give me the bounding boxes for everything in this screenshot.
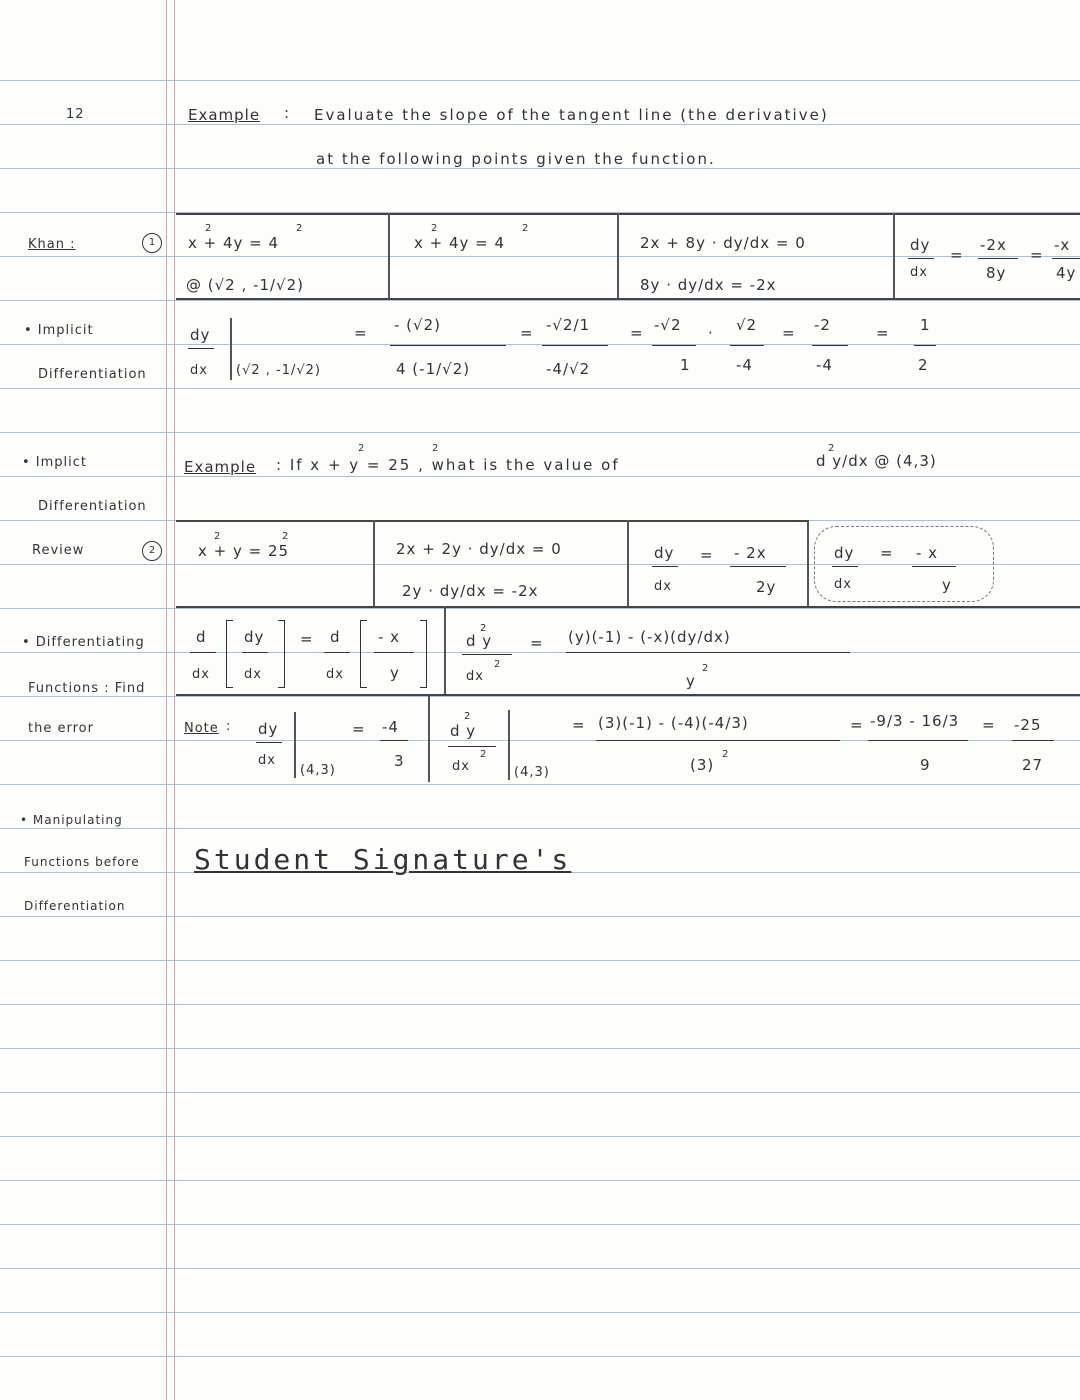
fraction-bar — [1012, 740, 1054, 741]
fraction-bar — [812, 345, 848, 346]
dy-label: dy — [834, 544, 855, 562]
ruled-line — [0, 1004, 1080, 1005]
second-derivative-numerator: d y — [466, 632, 493, 650]
ruled-line — [0, 300, 1080, 301]
equals-sign: = — [352, 720, 366, 738]
equals-sign: = — [300, 630, 314, 648]
fraction-bar — [390, 345, 506, 346]
equation-1: x + 4y = 4 — [188, 234, 280, 252]
superscript: 2 — [358, 443, 366, 454]
second-derivative-denominator: dx — [466, 669, 484, 684]
ruled-line — [0, 432, 1080, 433]
ruled-line — [0, 828, 1080, 829]
evaluation-at-point: (4,3) — [300, 763, 336, 778]
dx-label: dx — [834, 577, 852, 592]
table-2-divider — [428, 696, 430, 782]
table-2-divider — [373, 520, 375, 607]
equals-sign: = — [520, 324, 534, 342]
ruled-line — [0, 1312, 1080, 1313]
derivative-step-2: 2y · dy/dx = -2x — [402, 582, 539, 600]
table-1-divider — [617, 213, 619, 299]
note-colon: : — [226, 719, 232, 734]
fraction-bar — [730, 566, 786, 567]
fraction-bar — [832, 566, 858, 567]
fraction-bar — [652, 566, 678, 567]
ruled-line — [0, 608, 1080, 609]
ruled-line — [0, 80, 1080, 81]
equals-sign: = — [950, 246, 964, 264]
right-bracket — [420, 620, 427, 688]
margin-line — [174, 0, 175, 1400]
fraction-denominator: 27 — [1022, 756, 1044, 774]
left-bracket — [226, 620, 233, 688]
sidebar-implicit-1: • Implicit — [24, 323, 94, 338]
fraction-denominator: -4 — [736, 356, 753, 374]
sidebar-implicit-2: • Implict — [22, 455, 88, 470]
dx-label: dx — [192, 667, 210, 682]
circled-number-1: 1 — [142, 233, 162, 253]
right-bracket — [278, 620, 285, 688]
fraction-bar — [912, 566, 956, 567]
note-label: Note — [184, 721, 219, 736]
superscript: 2 — [282, 531, 290, 542]
ruled-line — [0, 124, 1080, 125]
example-1-label: Example — [188, 106, 261, 124]
second-derivative-numerator: d y — [450, 722, 477, 740]
ruled-line — [0, 696, 1080, 697]
fraction-denominator: 3 — [394, 752, 405, 770]
fraction-bar — [730, 345, 764, 346]
superscript: 2 — [214, 531, 222, 542]
evaluation-bar — [294, 712, 296, 778]
sidebar-differentiation-1: Differentiation — [38, 367, 147, 382]
equals-sign: = — [530, 634, 544, 652]
superscript: 2 — [431, 223, 439, 234]
superscript: 2 — [480, 623, 488, 634]
fraction-bar — [380, 740, 408, 741]
fraction-bar — [462, 654, 512, 655]
fraction-denominator: y — [390, 664, 400, 682]
dy-label: dy — [910, 236, 931, 254]
fraction-bar — [566, 652, 850, 653]
second-derivative-denominator: dx — [452, 759, 470, 774]
fraction-denominator: 4 (-1/√2) — [396, 360, 471, 378]
page-number: 12 — [66, 107, 85, 122]
evaluation-at-point: (4,3) — [514, 765, 550, 780]
fraction-numerator: -√2/1 — [546, 316, 591, 334]
fraction-numerator: -25 — [1014, 716, 1042, 734]
table-2-divider — [627, 520, 629, 607]
fraction-denominator: y — [942, 576, 952, 594]
equals-sign: = — [876, 324, 890, 342]
superscript: 2 — [464, 711, 472, 722]
dx-label: dx — [190, 363, 208, 378]
sidebar-review: Review — [32, 543, 85, 558]
ruled-line — [0, 960, 1080, 961]
fraction-bar — [324, 652, 350, 653]
fraction-numerator: - x — [378, 628, 401, 646]
example-2-prompt-target: d y/dx @ (4,3) — [816, 452, 937, 470]
ruled-line — [0, 476, 1080, 477]
ruled-line — [0, 388, 1080, 389]
quotient-rule-denominator: y — [686, 672, 696, 690]
fraction-numerator: - 2x — [734, 544, 767, 562]
evaluation-point-1: @ (√2 , -1/√2) — [186, 276, 304, 294]
sidebar-differentiation-2: Differentiation — [38, 499, 147, 514]
fraction-numerator: -√2 — [654, 316, 682, 334]
equation-1-copy: x + 4y = 4 — [414, 234, 506, 252]
superscript: 2 — [296, 223, 304, 234]
table-1-row-border — [176, 298, 1080, 300]
fraction-numerator: -4 — [382, 718, 399, 736]
dy-label: dy — [244, 628, 265, 646]
superscript: 2 — [432, 443, 440, 454]
equals-sign: = — [850, 716, 864, 734]
dx-label: dx — [326, 667, 344, 682]
fraction-bar — [596, 740, 840, 741]
left-bracket — [360, 620, 367, 688]
example-1-colon: : — [284, 104, 291, 122]
fraction-bar — [542, 345, 608, 346]
sidebar-differentiating: • Differentiating — [22, 635, 145, 650]
fraction-bar — [374, 652, 414, 653]
dx-label: dx — [654, 579, 672, 594]
superscript: 2 — [494, 659, 502, 670]
evaluated-numerator: (3)(-1) - (-4)(-4/3) — [598, 714, 749, 732]
ruled-line — [0, 1092, 1080, 1093]
ruled-line — [0, 1268, 1080, 1269]
example-1-prompt-line1: Evaluate the slope of the tangent line (the derivative) — [314, 106, 829, 124]
fraction-bar — [242, 652, 268, 653]
fraction-denominator: 8y — [986, 264, 1007, 282]
sidebar-functions-before: Functions before — [24, 855, 140, 869]
derivative-step-2: 8y · dy/dx = -2x — [640, 276, 777, 294]
ruled-line — [0, 916, 1080, 917]
fraction-denominator: -4 — [816, 356, 833, 374]
fraction-numerator: 1 — [920, 316, 931, 334]
superscript: 2 — [828, 443, 836, 454]
d-operator: d — [196, 628, 207, 646]
fraction-denominator: 4y — [1056, 264, 1077, 282]
fraction-denominator: 1 — [680, 356, 691, 374]
superscript: 2 — [205, 223, 213, 234]
dx-label: dx — [244, 667, 262, 682]
ruled-line — [0, 1048, 1080, 1049]
equals-sign: = — [572, 716, 586, 734]
fraction-bar — [908, 258, 934, 259]
example-1-prompt-line2: at the following points given the function. — [316, 150, 716, 168]
ruled-line — [0, 256, 1080, 257]
fraction-numerator: -2x — [980, 236, 1007, 254]
fraction-bar — [190, 652, 216, 653]
fraction-numerator: -2 — [814, 316, 831, 334]
superscript: 2 — [480, 749, 488, 760]
equation-2: x + y = 25 — [198, 542, 290, 560]
fraction-numerator: - (√2) — [394, 316, 441, 334]
circled-number-2: 2 — [142, 541, 162, 561]
fraction-bar — [448, 746, 496, 747]
fraction-denominator: 2 — [918, 356, 929, 374]
fraction-numerator: √2 — [736, 316, 758, 334]
dy-label: dy — [654, 544, 675, 562]
fraction-denominator: 9 — [920, 756, 931, 774]
equals-sign: = — [1030, 246, 1044, 264]
ruled-line — [0, 1180, 1080, 1181]
fraction-bar — [914, 345, 936, 346]
equals-sign: = — [700, 546, 714, 564]
example-2-prompt: : If x + y = 25 , what is the value of — [276, 456, 620, 474]
superscript: 2 — [702, 663, 710, 674]
ruled-line — [0, 1224, 1080, 1225]
table-2-top-border — [176, 520, 808, 522]
equals-sign: = — [630, 324, 644, 342]
evaluation-bar — [230, 318, 232, 380]
evaluation-at-point: (√2 , -1/√2) — [236, 363, 321, 378]
equals-sign: = — [982, 716, 996, 734]
example-2-label: Example — [184, 458, 257, 476]
fraction-bar — [188, 348, 214, 349]
fraction-numerator: -9/3 - 16/3 — [870, 712, 960, 730]
sidebar-the-error: the error — [28, 721, 94, 736]
equals-sign: = — [354, 324, 368, 342]
superscript: 2 — [722, 749, 730, 760]
fraction-bar — [978, 258, 1018, 259]
fraction-numerator: - x — [916, 544, 939, 562]
table-1-top-border — [176, 213, 1080, 215]
equals-sign: = — [782, 324, 796, 342]
fraction-numerator: -x — [1054, 236, 1071, 254]
dx-label: dx — [258, 753, 276, 768]
ruled-line — [0, 168, 1080, 169]
superscript: 2 — [522, 223, 530, 234]
table-1-divider — [893, 213, 895, 299]
sidebar-khan: Khan : — [28, 237, 76, 252]
table-1-divider — [388, 213, 390, 299]
margin-line — [166, 0, 167, 1400]
ruled-line — [0, 784, 1080, 785]
table-2-row-border — [176, 694, 1080, 696]
sidebar-manipulating: • Manipulating — [20, 813, 123, 827]
evaluated-denominator: (3) — [690, 756, 715, 774]
derivative-step-1: 2x + 8y · dy/dx = 0 — [640, 234, 806, 252]
derivative-step-1: 2x + 2y · dy/dx = 0 — [396, 540, 562, 558]
d-operator: d — [330, 628, 341, 646]
ruled-line — [0, 1356, 1080, 1357]
table-2-divider — [444, 606, 446, 694]
fraction-bar — [652, 345, 696, 346]
dy-label: dy — [190, 326, 211, 344]
sidebar-functions-find: Functions : Find — [28, 681, 146, 696]
dx-label: dx — [910, 265, 928, 280]
fraction-bar — [256, 742, 282, 743]
sidebar-differentiation-3: Differentiation — [24, 899, 126, 913]
student-signature-heading: Student Signature's — [194, 843, 572, 876]
ruled-line — [0, 1136, 1080, 1137]
fraction-denominator: 2y — [756, 578, 777, 596]
ruled-line — [0, 652, 1080, 653]
fraction-denominator: -4/√2 — [546, 360, 591, 378]
dy-label: dy — [258, 720, 279, 738]
equals-sign: = — [880, 544, 894, 562]
quotient-rule-numerator: (y)(-1) - (-x)(dy/dx) — [568, 628, 731, 646]
multiply-dot: · — [708, 324, 714, 342]
table-2-divider — [807, 520, 809, 607]
evaluation-bar — [508, 710, 510, 780]
fraction-bar — [868, 740, 968, 741]
fraction-bar — [1052, 258, 1080, 259]
